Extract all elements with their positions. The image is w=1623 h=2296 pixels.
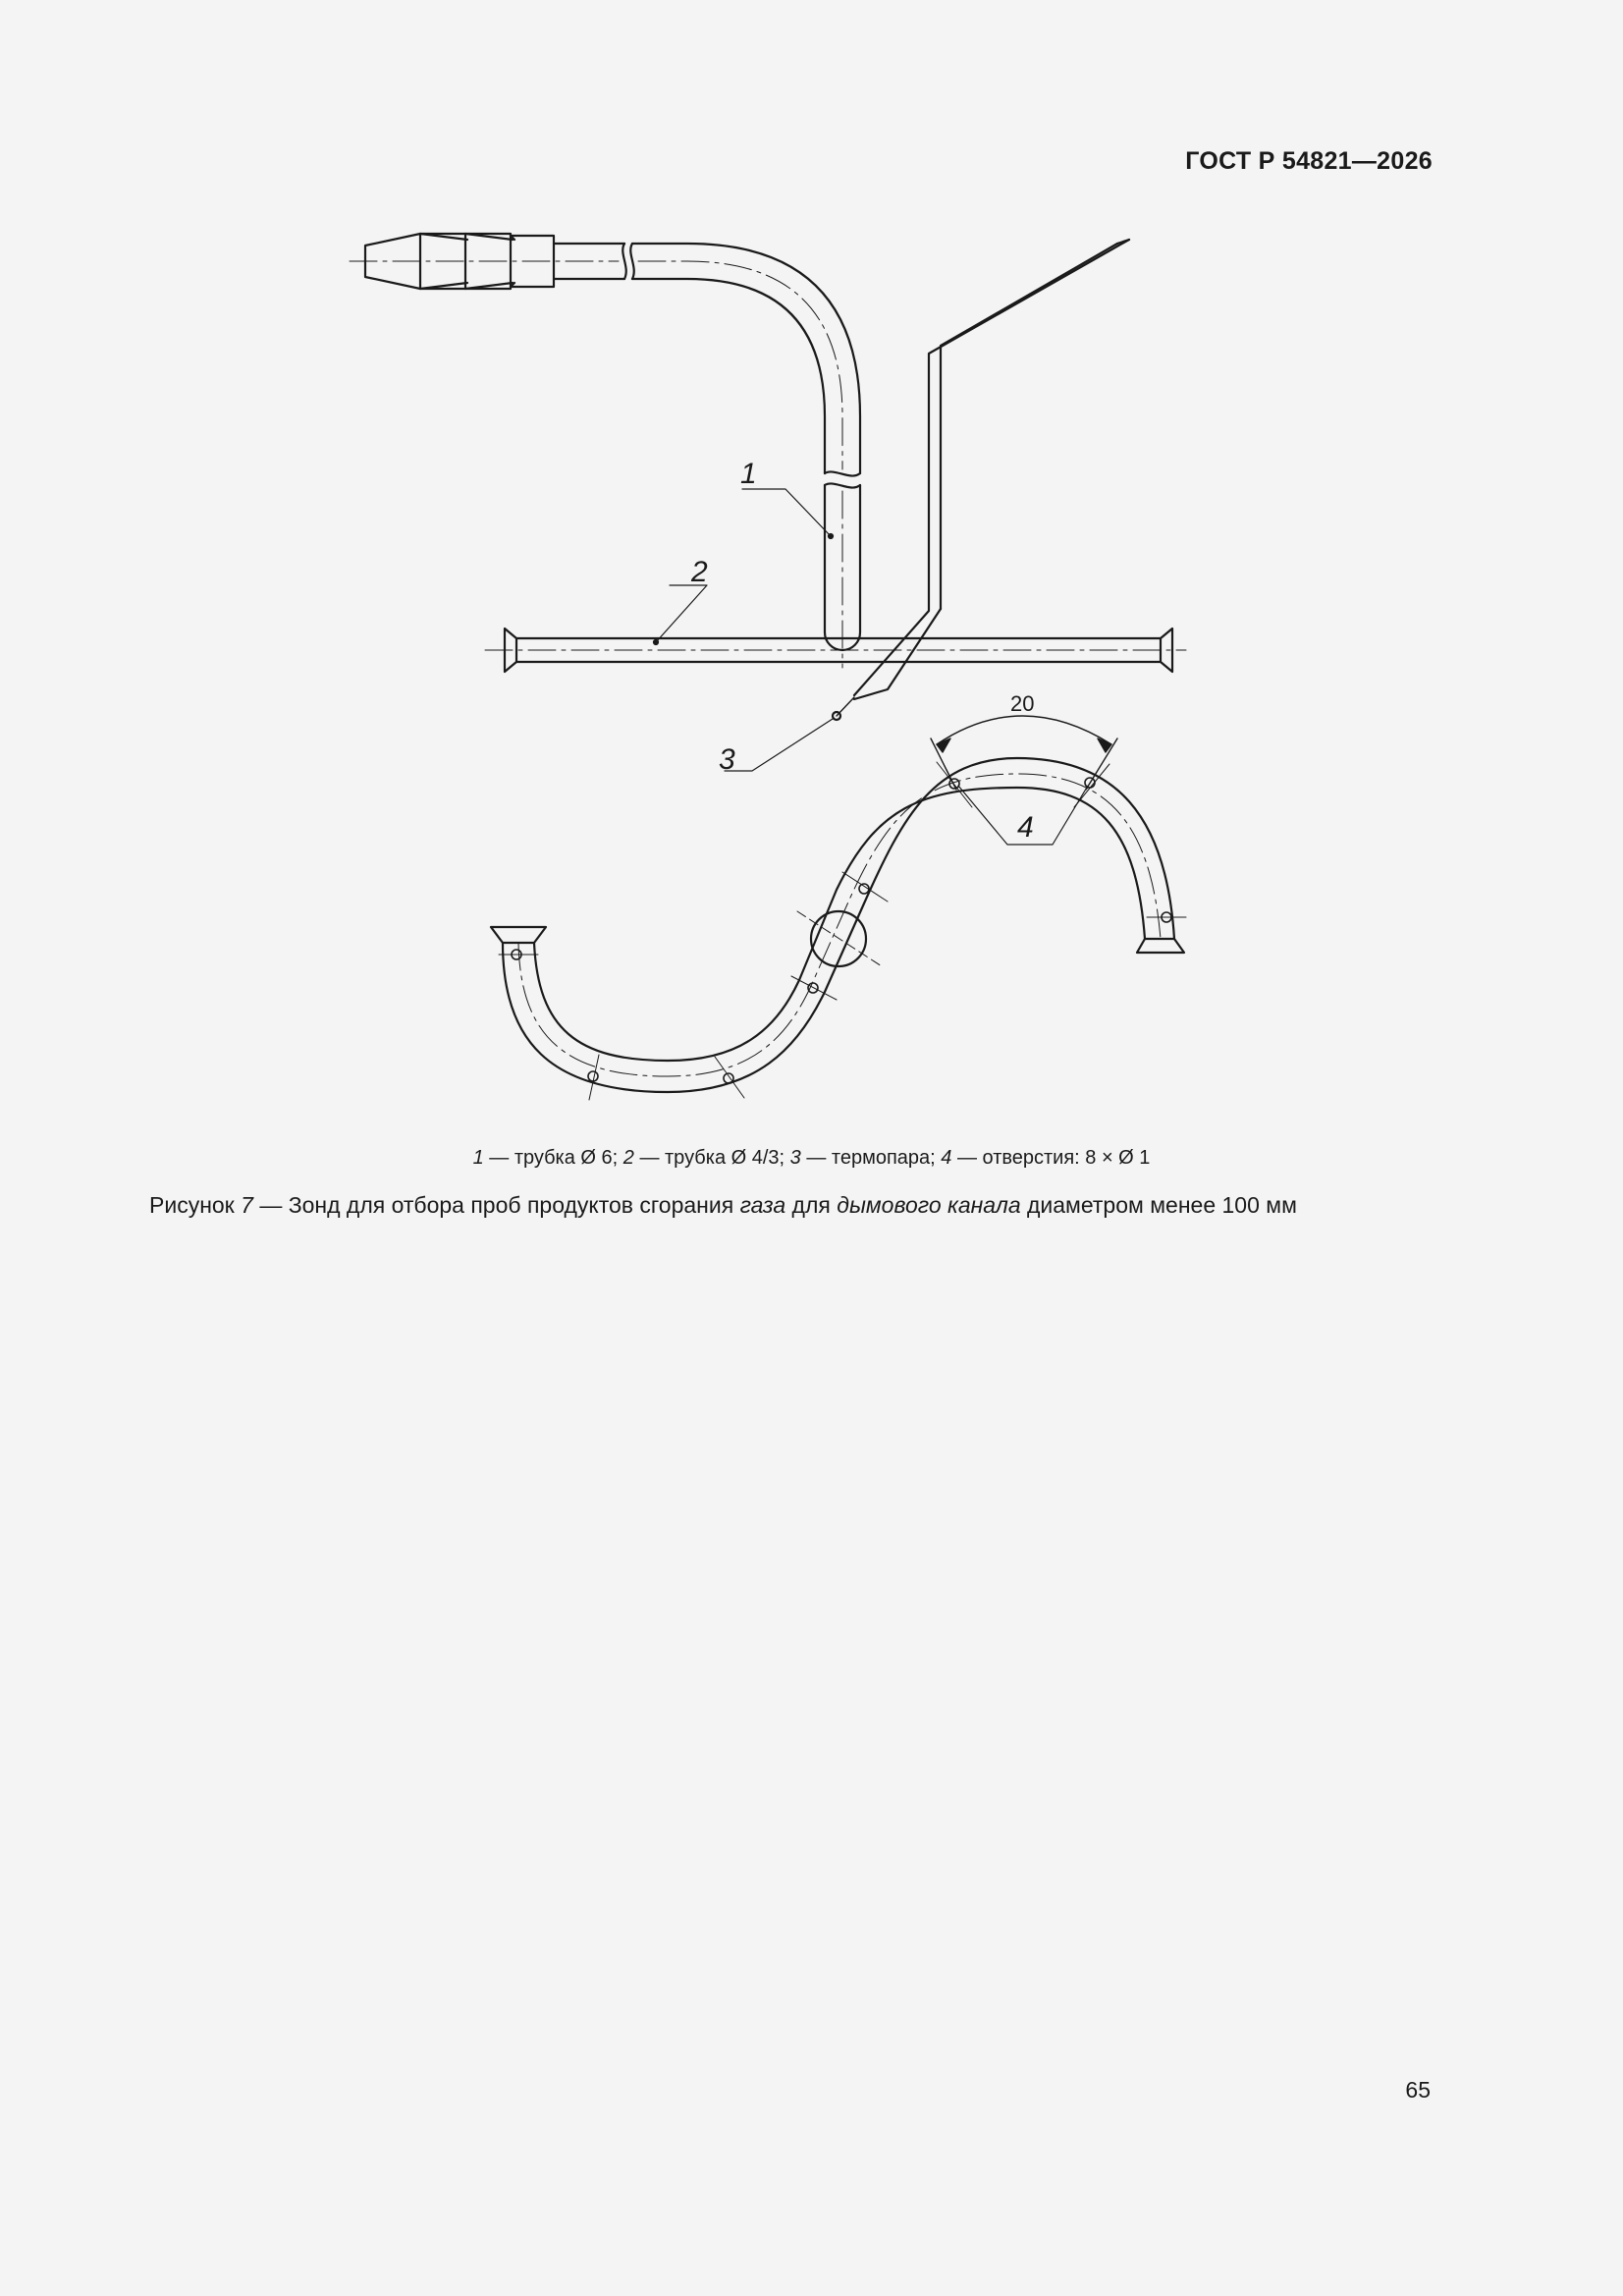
tube-2 bbox=[485, 629, 1186, 672]
legend-num-2: 2 bbox=[622, 1147, 634, 1169]
legend-text-1: — трубка Ø 6; bbox=[483, 1147, 623, 1169]
caption-number: 7 bbox=[241, 1192, 253, 1218]
legend-text-2: — трубка Ø 4/3; bbox=[633, 1147, 790, 1169]
dimension-label: 20 bbox=[1010, 691, 1035, 716]
dimension-arc bbox=[931, 691, 1117, 790]
callout-4: 4 bbox=[1017, 811, 1034, 844]
caption-italic-2: дымового канала bbox=[837, 1192, 1021, 1218]
figure-legend bbox=[0, 1147, 1623, 1170]
tube-1 bbox=[350, 234, 860, 668]
figure-caption bbox=[149, 1192, 1297, 1219]
legend-num-3: 3 bbox=[789, 1147, 801, 1169]
caption-part-3: диаметром менее 100 мм bbox=[1020, 1192, 1297, 1218]
callout-3: 3 bbox=[719, 743, 735, 776]
probe-drawing bbox=[0, 0, 1623, 1139]
legend-text-3: — термопара; bbox=[800, 1147, 942, 1169]
caption-italic-1: газа bbox=[739, 1192, 786, 1218]
sampling-probe bbox=[491, 758, 1186, 1100]
callouts bbox=[654, 458, 1089, 845]
standard-header: ГОСТ Р 54821—2026 bbox=[1185, 147, 1433, 175]
callout-2: 2 bbox=[691, 556, 708, 588]
legend-num-1: 1 bbox=[472, 1147, 484, 1169]
legend-num-4: 4 bbox=[941, 1147, 952, 1169]
caption-part-1: — Зонд для отбора проб продуктов сгорания bbox=[252, 1192, 740, 1218]
caption-prefix: Рисунок bbox=[149, 1192, 242, 1218]
callout-1: 1 bbox=[740, 458, 757, 490]
page-number: 65 bbox=[1405, 2077, 1431, 2103]
legend-text-4: — отверстия: 8 × Ø 1 bbox=[951, 1147, 1151, 1169]
thermocouple bbox=[833, 240, 1129, 720]
caption-part-2: для bbox=[785, 1192, 838, 1218]
